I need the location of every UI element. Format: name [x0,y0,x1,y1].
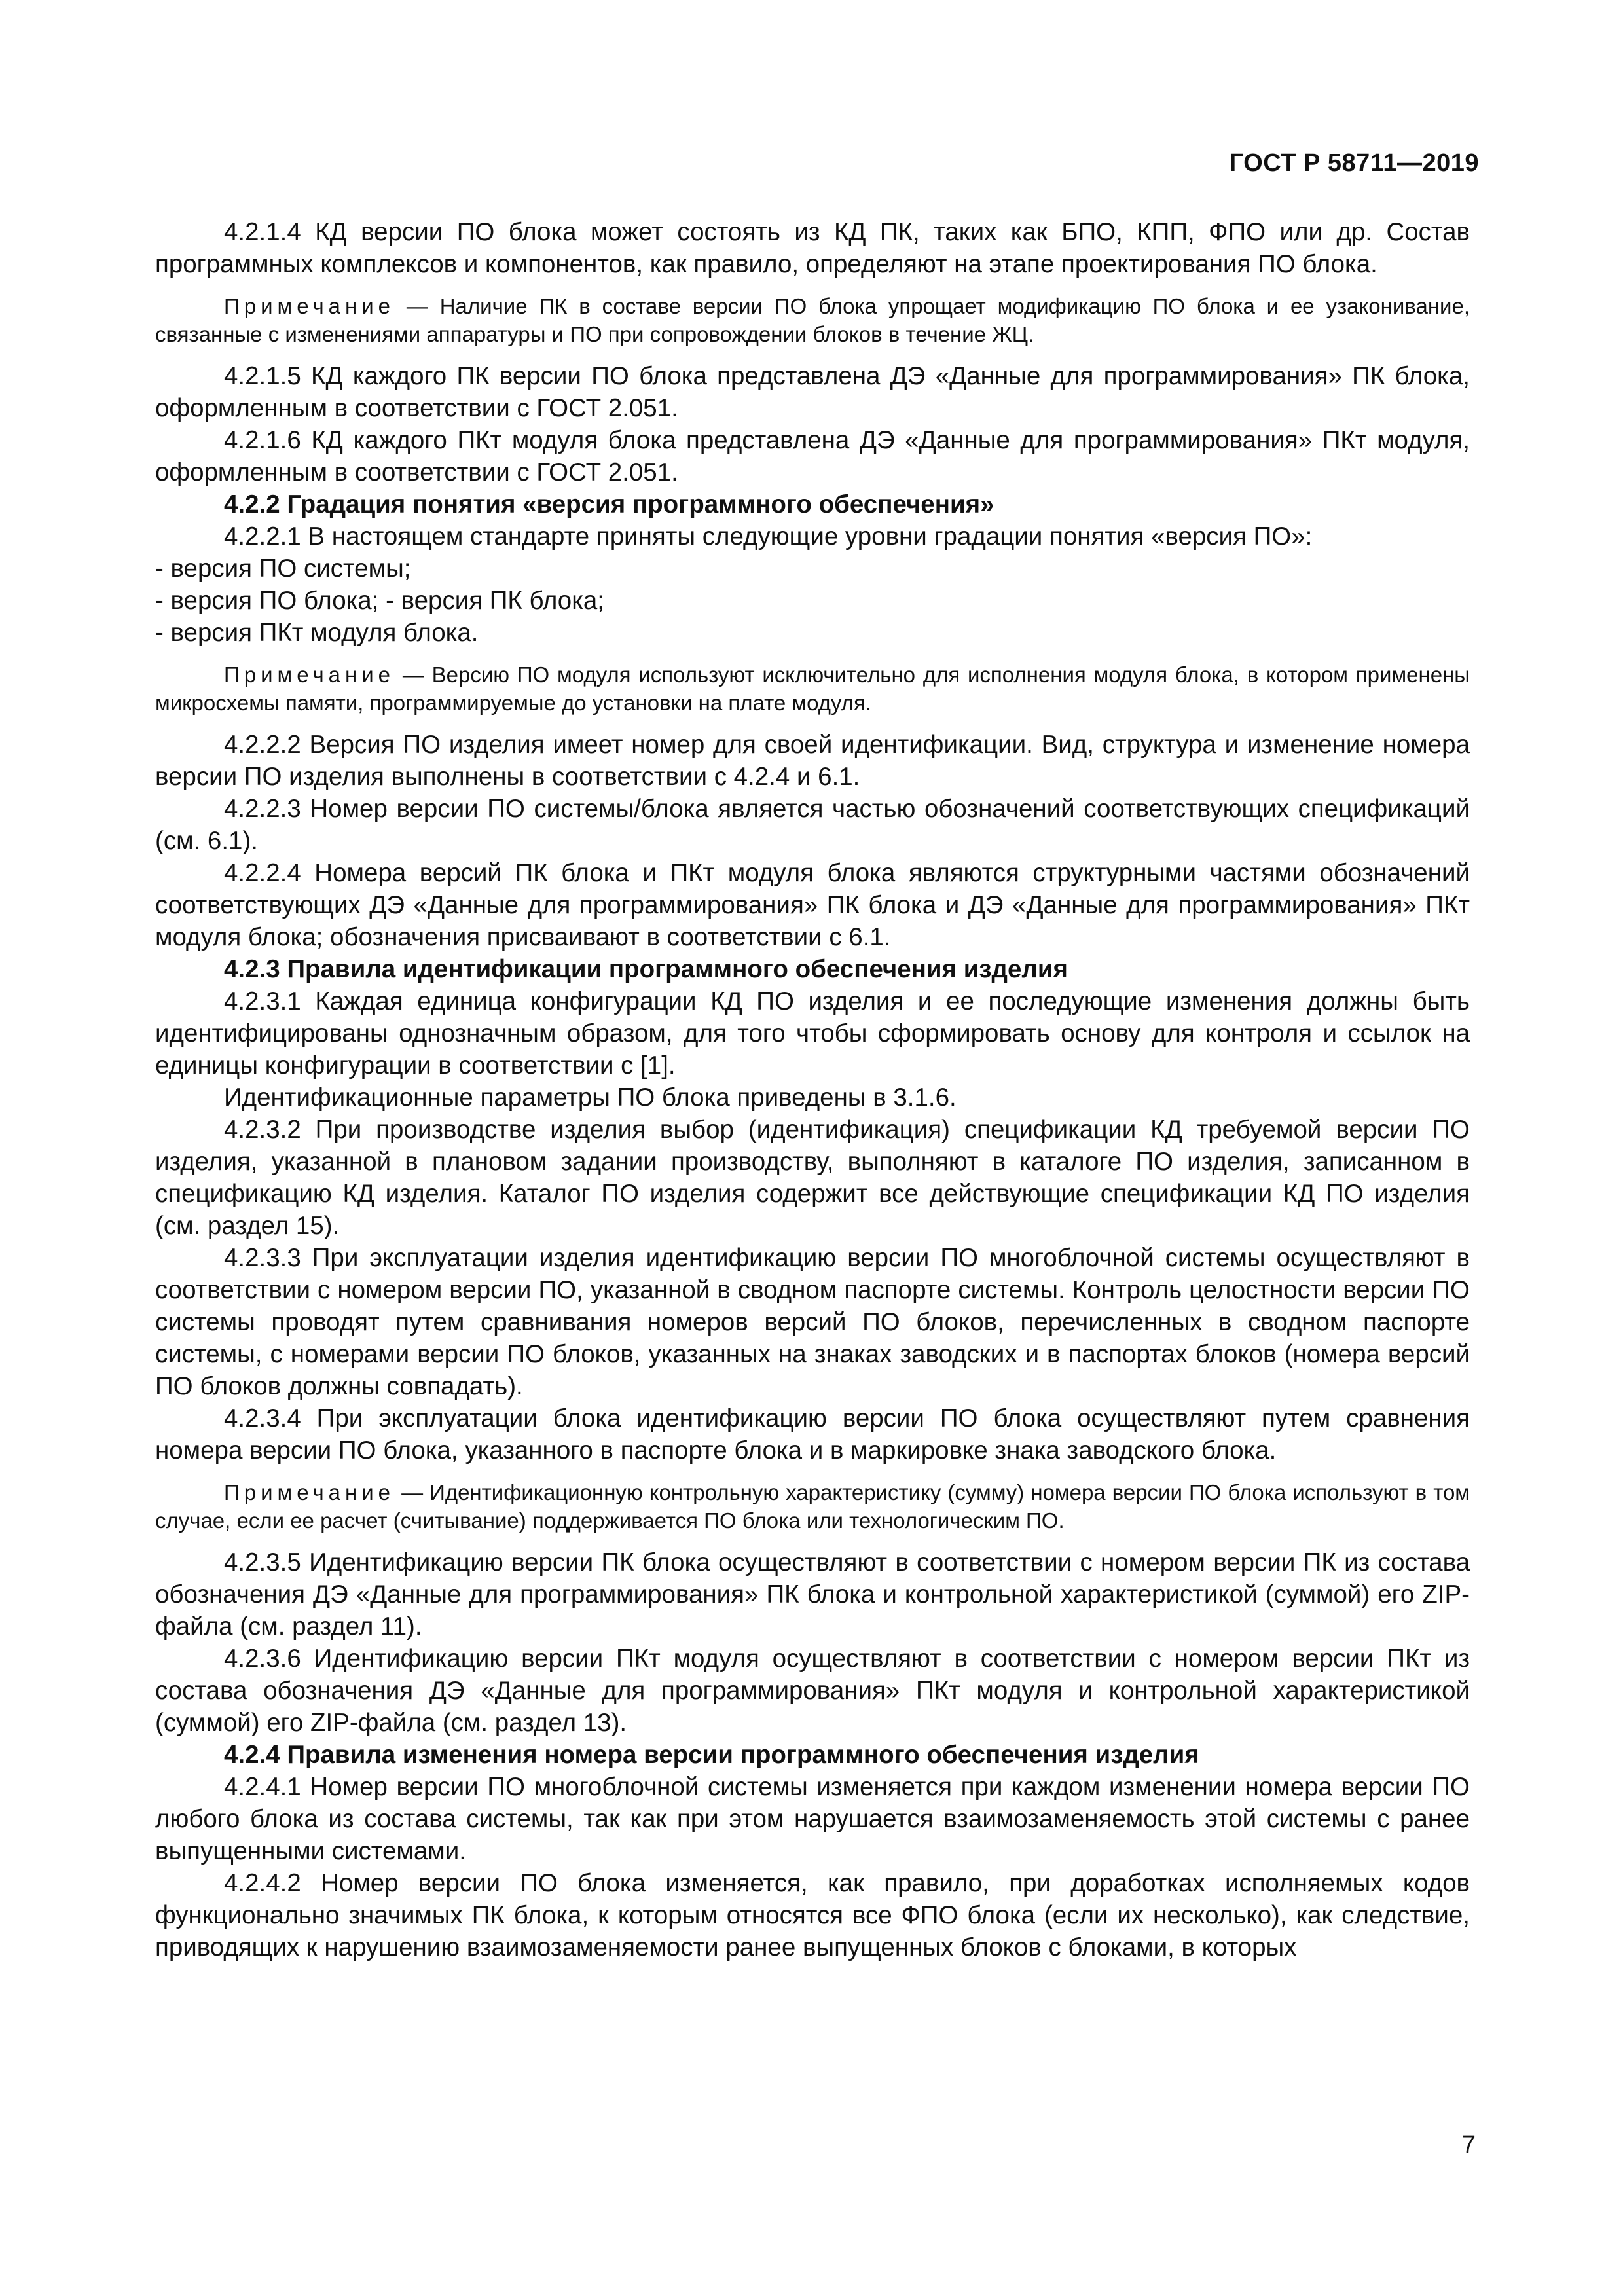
paragraph-4-2-3-5: 4.2.3.5 Идентификацию версии ПК блока осуществляют в соответствии с номером версии ПК из состава обозначения ДЭ «Данные для программирования» ПК блока и контрольной характеристикой (суммой) его ZIP-файла (см. раздел 11). [155,1548,1470,1641]
note-label: Примечание [224,663,395,687]
paragraph-4-2-3-6: 4.2.3.6 Идентификацию версии ПКт модуля осуществляют в соответствии с номером версии ПКт из состава обозначения ДЭ «Данные для программирования» ПКт модуля и контрольной характеристикой (суммой) его ZIP-файла (см. раздел 13). [155,1645,1470,1737]
paragraph-4-2-2-4: 4.2.2.4 Номера версий ПК блока и ПКт модуля блока являются структурными частями обозначений соответствующих ДЭ «Данные для программирования» ПК блока и ДЭ «Данные для программирования» ПКт модуля блока; обозначения присваивают в соответствии с 6.1. [155,859,1470,951]
note-3-text: — Идентификационную контрольную характеристику (сумму) номера версии ПО блока используют в том случае, если ее расчет (считывание) поддерживается ПО блока или технологическим ПО. [155,1480,1470,1533]
document-code: ГОСТ Р 58711—2019 [1229,149,1479,177]
note-label: Примечание [224,1480,395,1504]
note-1 [155,292,1470,348]
paragraph-4-2-3-1: 4.2.3.1 Каждая единица конфигурации КД ПО изделия и ее последующие изменения должны быть идентифицированы однозначным образом, для того чтобы сформировать основу для контроля и ссылок на единицы конфигурации в соответствии с [1]. [155,987,1470,1080]
page-body [155,216,1470,1963]
paragraph-4-2-2-2: 4.2.2.2 Версия ПО изделия имеет номер для своей идентификации. Вид, структура и изменение номера версии ПО изделия выполнены в соответствии с 4.2.4 и 6.1. [155,731,1470,791]
list-item: - версия ПО системы; [155,555,411,583]
note-1-text: — Наличие ПК в составе версии ПО блока упрощает модификацию ПО блока и ее узаконивание, связанные с изменениями аппаратуры и ПО при сопровождении блоков в течение ЖЦ. [155,294,1470,346]
heading-4-2-3: 4.2.3 Правила идентификации программного обеспечения изделия [224,955,1068,983]
paragraph-4-2-4-1: 4.2.4.1 Номер версии ПО многоблочной системы изменяется при каждом изменении номера версии ПО любого блока из состава системы, так как при этом нарушается взаимозаменяемость этой системы с ранее выпущенными системами. [155,1773,1470,1865]
note-3 [155,1478,1470,1535]
list-item: - версия ПО блока; - версия ПК блока; [155,587,604,615]
note-2 [155,661,1470,717]
paragraph-4-2-2-1: 4.2.2.1 В настоящем стандарте приняты следующие уровни градации понятия «версия ПО»: [224,522,1313,551]
note-2-text: — Версию ПО модуля используют исключительно для исполнения модуля блока, в котором применены микросхемы памяти, программируемые до установки на плате модуля. [155,663,1470,715]
page-number: 7 [1461,2131,1476,2159]
paragraph-4-2-1-4: 4.2.1.4 КД версии ПО блока может состоять из КД ПК, таких как БПО, КПП, ФПО или др. Состав программных комплексов и компонентов, как правило, определяют на этапе проектирования ПО блока. [155,218,1470,278]
paragraph-4-2-1-5: 4.2.1.5 КД каждого ПК версии ПО блока представлена ДЭ «Данные для программирования» ПК блока, оформленным в соответствии с ГОСТ 2.051. [155,362,1470,422]
paragraph-4-2-1-6: 4.2.1.6 КД каждого ПКт модуля блока представлена ДЭ «Данные для программирования» ПКт модуля, оформленным в соответствии с ГОСТ 2.051. [155,426,1470,486]
paragraph-identification-params: Идентификационные параметры ПО блока приведены в 3.1.6. [224,1084,957,1112]
paragraph-4-2-3-2: 4.2.3.2 При производстве изделия выбор (идентификация) спецификации КД требуемой версии ПО изделия, указанной в плановом задании производству, выполняют в каталоге ПО изделия, записанном в спецификацию КД изделия. Каталог ПО изделия содержит все действующие спецификации КД ПО изделия (см. раздел 15). [155,1116,1470,1240]
paragraph-4-2-3-4: 4.2.3.4 При эксплуатации блока идентификацию версии ПО блока осуществляют путем сравнения номера версии ПО блока, указанного в паспорте блока и в маркировке знака заводского блока. [155,1404,1470,1465]
paragraph-4-2-2-3: 4.2.2.3 Номер версии ПО системы/блока является частью обозначений соответствующих спецификаций (см. 6.1). [155,795,1470,855]
list-item: - версия ПКт модуля блока. [155,619,479,647]
paragraph-4-2-3-3: 4.2.3.3 При эксплуатации изделия идентификацию версии ПО многоблочной системы осуществляют в соответствии с номером версии ПО, указанной в сводном паспорте системы. Контроль целостности версии ПО системы проводят путем сравнивания номеров версий ПО блоков, перечисленных в сводном паспорте системы, с номерами версии ПО блоков, указанных на знаках заводских и в паспортах блоков (номера версий ПО блоков должны совпадать). [155,1244,1470,1400]
heading-4-2-2: 4.2.2 Градация понятия «версия программного обеспечения» [224,490,994,519]
paragraph-4-2-4-2: 4.2.4.2 Номер версии ПО блока изменяется, как правило, при доработках исполняемых кодов функционально значимых ПК блока, к которым относятся все ФПО блока (если их несколько), как следствие, приводящих к нарушению взаимозаменяемости ранее выпущенных блоков с блоками, в которых [155,1869,1470,1961]
note-label: Примечание [224,294,395,318]
heading-4-2-4: 4.2.4 Правила изменения номера версии программного обеспечения изделия [224,1741,1199,1769]
